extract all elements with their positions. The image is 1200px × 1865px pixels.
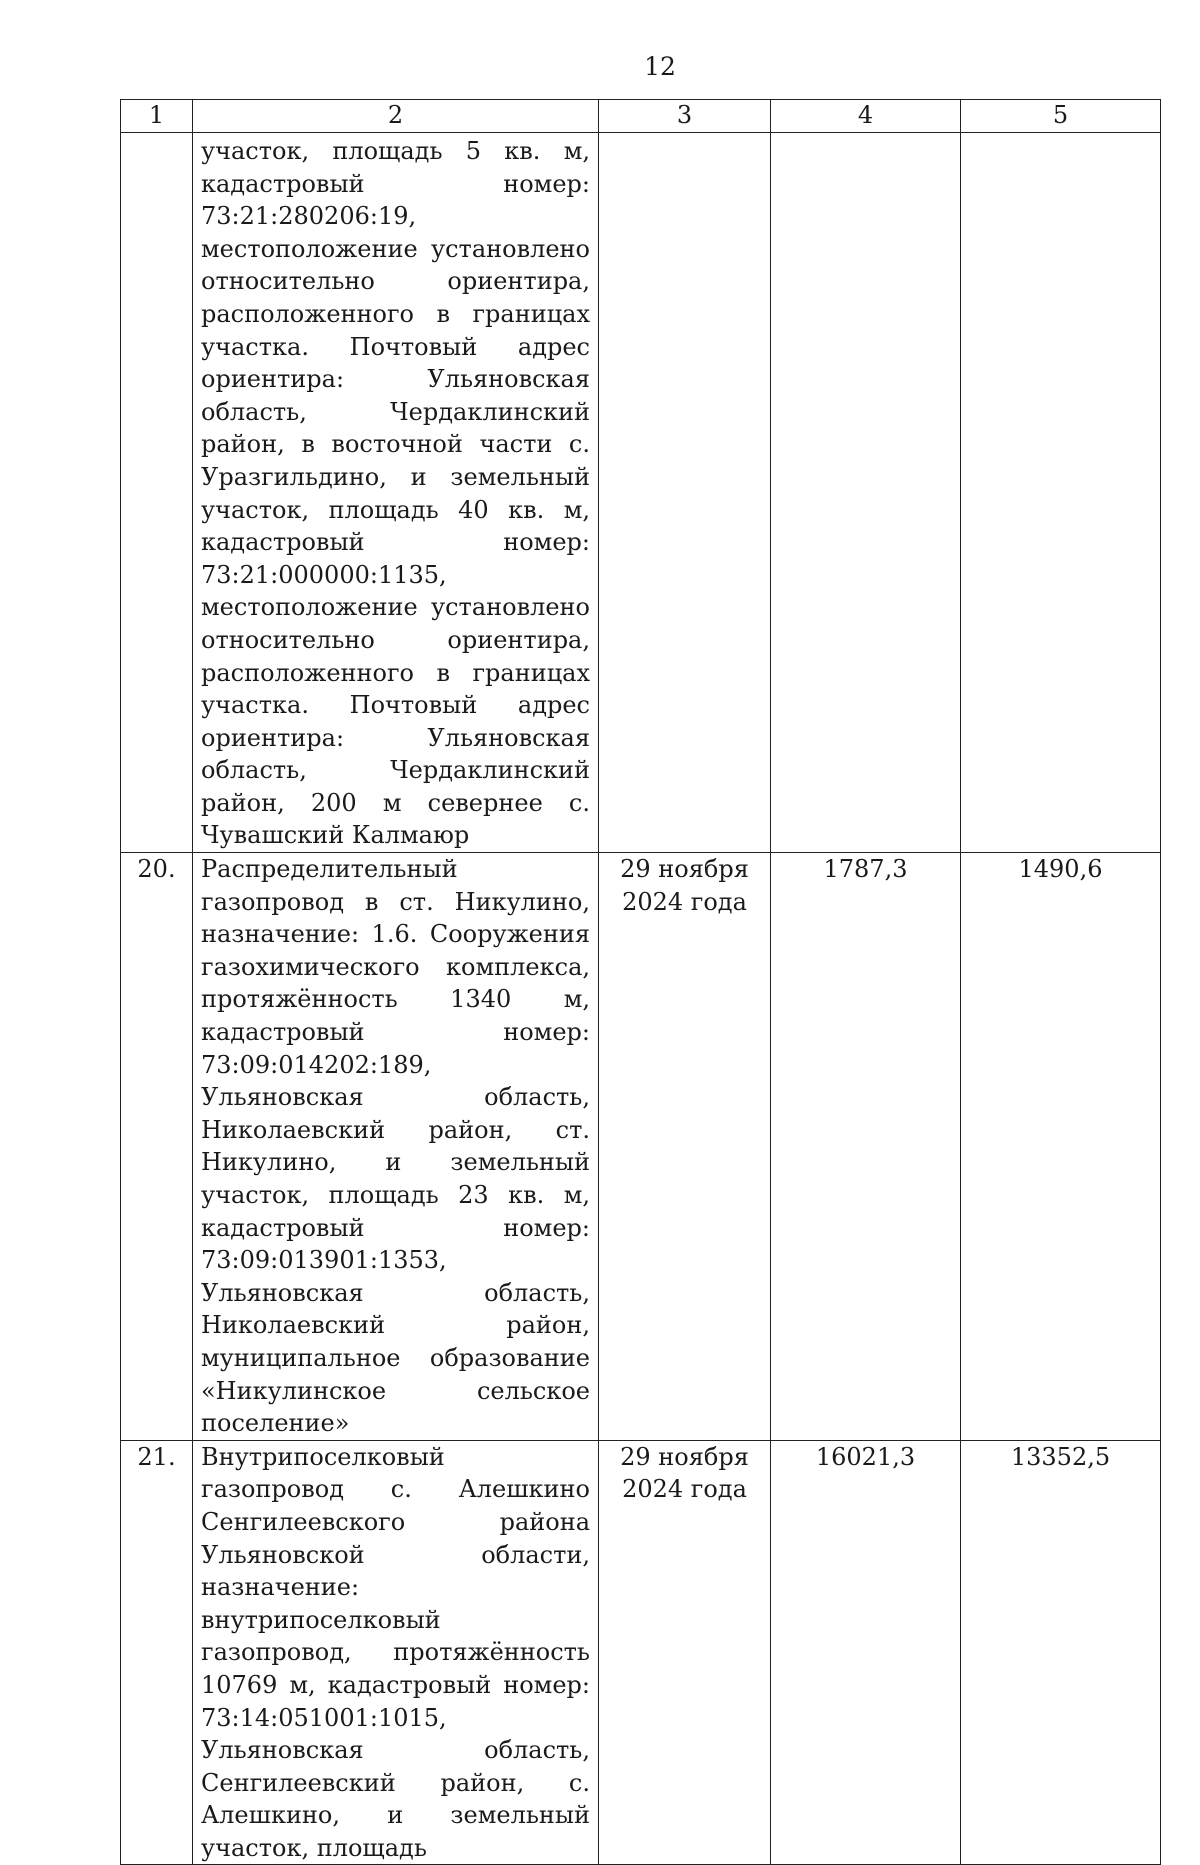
property-table	[120, 99, 1161, 1865]
table-row	[121, 1440, 1161, 1865]
column-header: 4	[771, 100, 961, 133]
row-number	[121, 133, 193, 853]
row-description: Внутрипоселковый газопровод с. Алешкино Сенгилеевского района Ульяновской области, назначение: внутрипоселковый газопровод, протяжённость 10769 м, кадастровый номер: 73:14:051001:1015, Ульяновская область, Сенгилеевский район, с. Алешкино, и земельный участок, площадь	[193, 1440, 599, 1865]
row-value-col4: 1787,3	[771, 853, 961, 1441]
column-header: 3	[599, 100, 771, 133]
row-date: 29 ноября 2024 года	[599, 1440, 771, 1865]
page-number: 12	[644, 52, 676, 81]
row-number: 20.	[121, 853, 193, 1441]
table-row	[121, 133, 1161, 853]
column-header: 2	[193, 100, 599, 133]
row-description: участок, площадь 5 кв. м, кадастровый номер: 73:21:280206:19, местоположение установлено относительно ориентира, расположенного в границах участка. Почтовый адрес ориентира: Ульяновская область, Чердаклинский район, в восточной части с. Уразгильдино, и земельный участок, площадь 40 кв. м, кадастровый номер: 73:21:000000:1135, местоположение установлено относительно ориентира, расположенного в границах участка. Почтовый адрес ориентира: Ульяновская область, Чердаклинский район, 200 м севернее с. Чувашский Калмаюр	[193, 133, 599, 853]
row-description: Распределительный газопровод в ст. Никулино, назначение: 1.6. Сооружения газохимического комплекса, протяжённость 1340 м, кадастровый номер: 73:09:014202:189, Ульяновская область, Николаевский район, ст. Никулино, и земельный участок, площадь 23 кв. м, кадастровый номер: 73:09:013901:1353, Ульяновская область, Николаевский район, муниципальное образование «Никулинское сельское поселение»	[193, 853, 599, 1441]
row-value-col5: 1490,6	[961, 853, 1161, 1441]
row-date: 29 ноября 2024 года	[599, 853, 771, 1441]
row-value-col5: 13352,5	[961, 1440, 1161, 1865]
row-value-col4: 16021,3	[771, 1440, 961, 1865]
row-number: 21.	[121, 1440, 193, 1865]
column-header: 1	[121, 100, 193, 133]
table-row	[121, 853, 1161, 1441]
row-value-col5	[961, 133, 1161, 853]
row-value-col4	[771, 133, 961, 853]
table-header-row	[121, 100, 1161, 133]
row-date	[599, 133, 771, 853]
column-header: 5	[961, 100, 1161, 133]
